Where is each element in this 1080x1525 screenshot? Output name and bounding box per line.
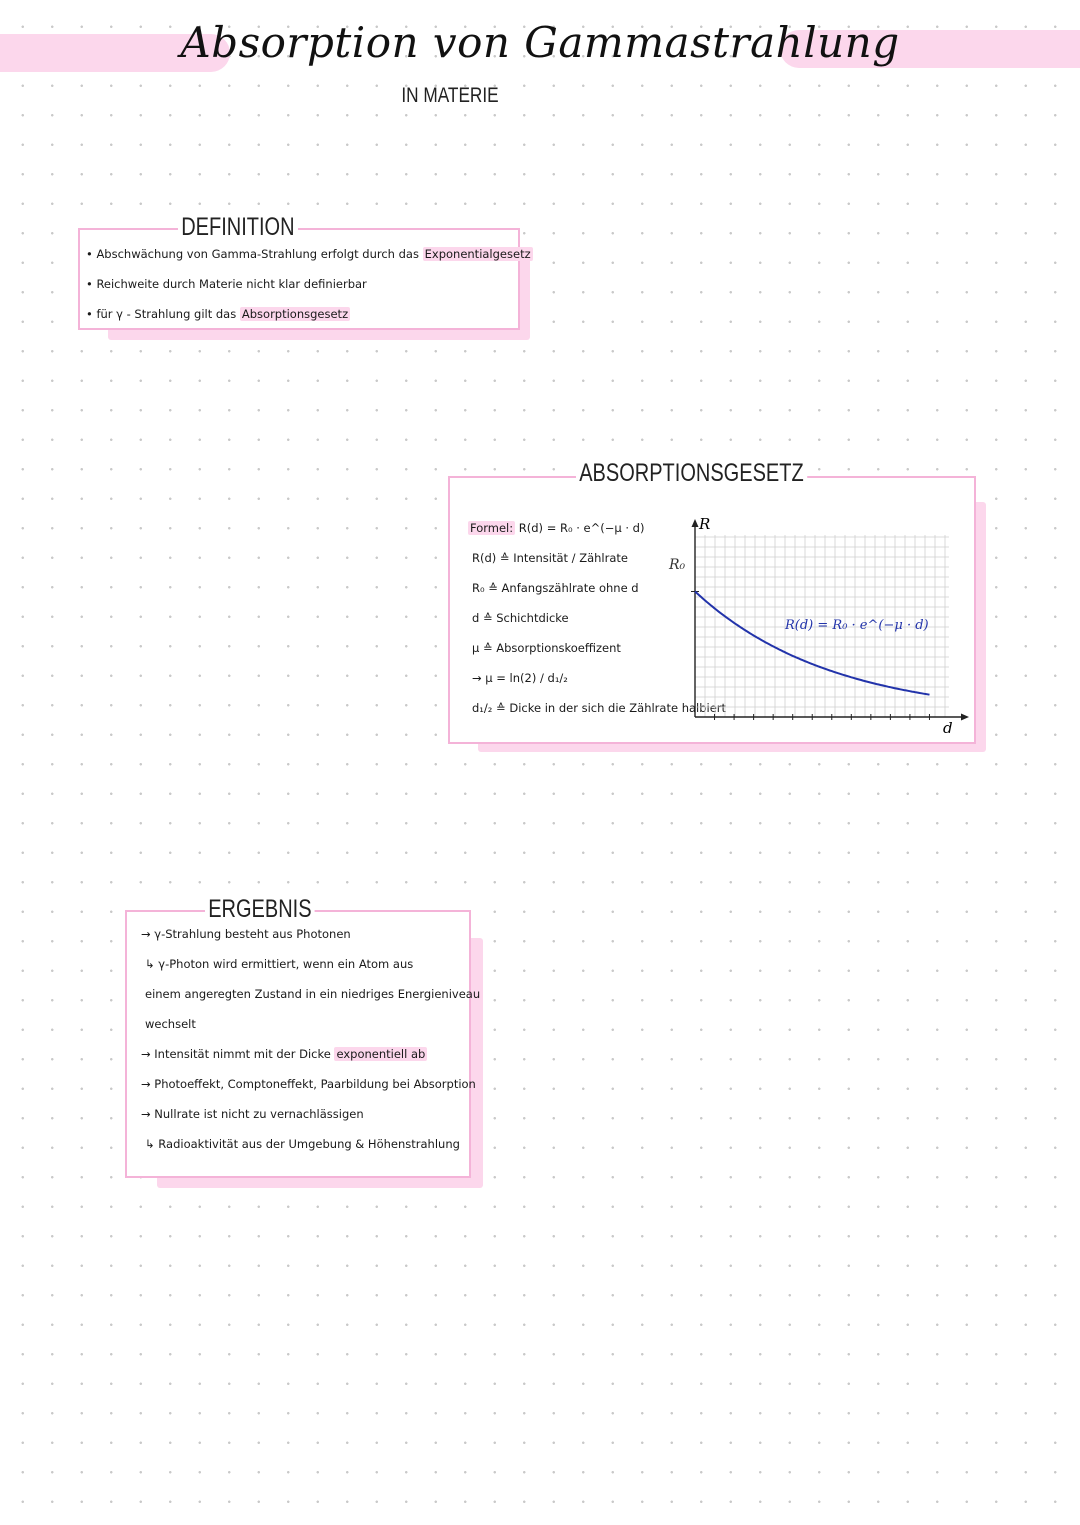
definition-heading: DEFINITION bbox=[178, 212, 298, 242]
def-line-4: μ ≙ Absorptionskoeffizent bbox=[472, 641, 621, 655]
formula-line: Formel: R(d) = R₀ · e^(−μ · d) bbox=[470, 521, 645, 535]
chart-y-arrow bbox=[692, 519, 699, 527]
ergebnis-heading: ERGEBNIS bbox=[205, 894, 315, 924]
def-line-2: R₀ ≙ Anfangszählrate ohne d bbox=[472, 581, 639, 595]
definition-line-1: • Abschwächung von Gamma-Strahlung erfolgt durch das Exponentialgesetz bbox=[86, 247, 531, 261]
absorption-chart bbox=[667, 515, 972, 740]
definition-line-2: • Reichweite durch Materie nicht klar definierbar bbox=[86, 277, 367, 291]
def-line-6: d₁/₂ ≙ Dicke in der sich die Zählrate halbiert bbox=[472, 701, 727, 715]
ergebnis-line-3: einem angeregten Zustand in ein niedriges Energieniveau bbox=[145, 987, 481, 1001]
ergebnis-line-2: ↳ γ-Photon wird ermittiert, wenn ein Atom aus bbox=[145, 957, 414, 971]
chart-x-arrow bbox=[961, 714, 969, 721]
page-subtitle: IN MATERIE bbox=[401, 84, 499, 107]
ergebnis-line-4: wechselt bbox=[145, 1017, 196, 1031]
chart-x-axis-label: d bbox=[943, 719, 953, 737]
chart-y-axis-label: R bbox=[699, 515, 711, 533]
def-line-1: R(d) ≙ Intensität / Zählrate bbox=[472, 551, 628, 565]
definition-line-3: • für γ - Strahlung gilt das Absorptionsgesetz bbox=[86, 307, 349, 321]
def-line-3: d ≙ Schichtdicke bbox=[472, 611, 569, 625]
chart-annotation: R(d) = R₀ · e^(−μ · d) bbox=[785, 618, 929, 633]
ergebnis-line-5: → Intensität nimmt mit der Dicke exponentiell ab bbox=[141, 1047, 426, 1061]
absorptionsgesetz-heading: ABSORPTIONSGESETZ bbox=[576, 458, 807, 488]
page-title: Absorption von Gammastrahlung bbox=[180, 18, 900, 67]
ergebnis-line-6: → Photoeffekt, Comptoneffekt, Paarbildung bei Absorption bbox=[141, 1077, 476, 1091]
chart-y-tick-label: R₀ bbox=[669, 557, 686, 573]
ergebnis-line-1: → γ-Strahlung besteht aus Photonen bbox=[141, 927, 351, 941]
ergebnis-line-8: ↳ Radioaktivität aus der Umgebung & Höhenstrahlung bbox=[145, 1137, 460, 1151]
def-line-5: → μ = ln(2) / d₁/₂ bbox=[472, 671, 568, 685]
ergebnis-line-7: → Nullrate ist nicht zu vernachlässigen bbox=[141, 1107, 364, 1121]
